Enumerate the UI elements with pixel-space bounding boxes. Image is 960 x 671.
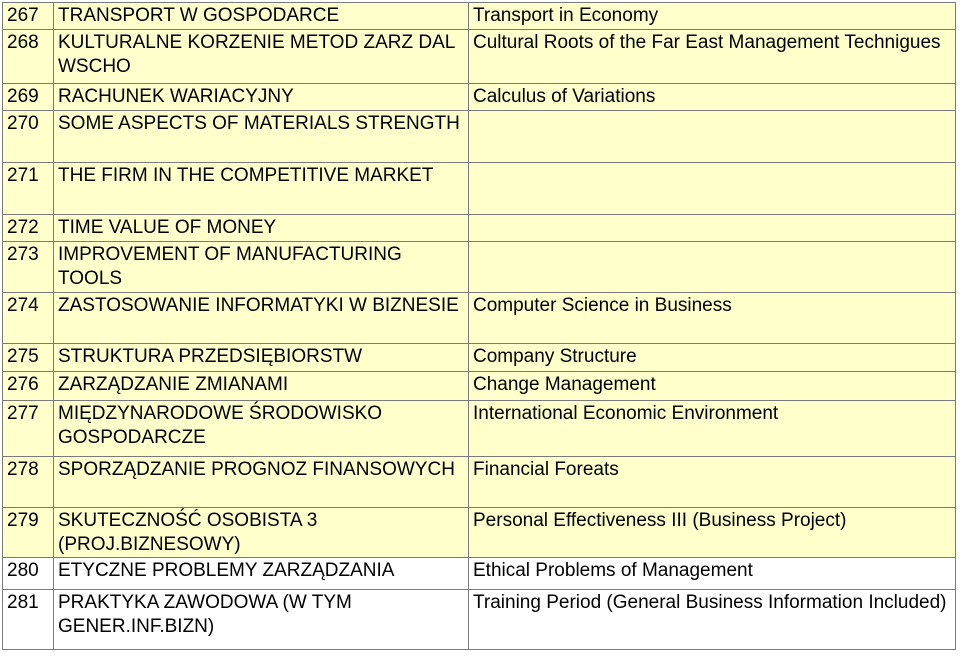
course-name-english: Financial Foreats bbox=[469, 457, 956, 508]
table-row bbox=[3, 372, 956, 401]
course-number: 267 bbox=[3, 3, 54, 30]
table-row bbox=[3, 215, 956, 242]
table-row bbox=[3, 293, 956, 344]
course-name-english bbox=[469, 111, 956, 163]
course-number: 269 bbox=[3, 84, 54, 111]
course-name-english bbox=[469, 163, 956, 215]
table-row bbox=[3, 111, 956, 163]
course-name-polish: ZARZĄDZANIE ZMIANAMI bbox=[54, 372, 469, 401]
course-name-english: Training Period (General Business Information Included) bbox=[469, 590, 956, 650]
course-number: 271 bbox=[3, 163, 54, 215]
table-row bbox=[3, 344, 956, 372]
course-name-polish: IMPROVEMENT OF MANUFACTURING TOOLS bbox=[54, 242, 469, 293]
course-name-english: Change Management bbox=[469, 372, 956, 401]
table-row bbox=[3, 508, 956, 558]
course-number: 279 bbox=[3, 508, 54, 558]
course-name-polish: MIĘDZYNARODOWE ŚRODOWISKO GOSPODARCZE bbox=[54, 401, 469, 457]
course-name-english: Company Structure bbox=[469, 344, 956, 372]
course-name-polish: ZASTOSOWANIE INFORMATYKI W BIZNESIE bbox=[54, 293, 469, 344]
course-name-polish: KULTURALNE KORZENIE METOD ZARZ DAL WSCHO bbox=[54, 30, 469, 84]
course-name-english: International Economic Environment bbox=[469, 401, 956, 457]
course-number: 277 bbox=[3, 401, 54, 457]
course-number: 275 bbox=[3, 344, 54, 372]
course-name-polish: SKUTECZNOŚĆ OSOBISTA 3 (PROJ.BIZNESOWY) bbox=[54, 508, 469, 558]
course-number: 272 bbox=[3, 215, 54, 242]
course-number: 276 bbox=[3, 372, 54, 401]
course-name-english: Ethical Problems of Management bbox=[469, 558, 956, 590]
course-name-polish: SPORZĄDZANIE PROGNOZ FINANSOWYCH bbox=[54, 457, 469, 508]
course-name-polish: PRAKTYKA ZAWODOWA (W TYM GENER.INF.BIZN) bbox=[54, 590, 469, 650]
table-row bbox=[3, 558, 956, 590]
course-number: 274 bbox=[3, 293, 54, 344]
course-table-body bbox=[3, 3, 956, 650]
course-number: 268 bbox=[3, 30, 54, 84]
course-number: 280 bbox=[3, 558, 54, 590]
course-name-polish: SOME ASPECTS OF MATERIALS STRENGTH bbox=[54, 111, 469, 163]
table-row bbox=[3, 401, 956, 457]
course-name-polish: STRUKTURA PRZEDSIĘBIORSTW bbox=[54, 344, 469, 372]
course-number: 270 bbox=[3, 111, 54, 163]
table-row bbox=[3, 457, 956, 508]
course-number: 278 bbox=[3, 457, 54, 508]
course-name-polish: TIME VALUE OF MONEY bbox=[54, 215, 469, 242]
course-number: 273 bbox=[3, 242, 54, 293]
course-name-english: Computer Science in Business bbox=[469, 293, 956, 344]
course-name-english bbox=[469, 242, 956, 293]
course-name-english: Transport in Economy bbox=[469, 3, 956, 30]
course-name-english: Calculus of Variations bbox=[469, 84, 956, 111]
table-row bbox=[3, 3, 956, 30]
table-row bbox=[3, 163, 956, 215]
course-name-english: Cultural Roots of the Far East Management Technigues bbox=[469, 30, 956, 84]
course-table bbox=[2, 2, 956, 650]
course-number: 281 bbox=[3, 590, 54, 650]
course-name-english: Personal Effectiveness III (Business Project) bbox=[469, 508, 956, 558]
table-row bbox=[3, 590, 956, 650]
table-row bbox=[3, 84, 956, 111]
course-name-polish: TRANSPORT W GOSPODARCE bbox=[54, 3, 469, 30]
table-row bbox=[3, 242, 956, 293]
course-name-polish: ETYCZNE PROBLEMY ZARZĄDZANIA bbox=[54, 558, 469, 590]
table-row bbox=[3, 30, 956, 84]
course-name-polish: THE FIRM IN THE COMPETITIVE MARKET bbox=[54, 163, 469, 215]
course-name-english bbox=[469, 215, 956, 242]
course-name-polish: RACHUNEK WARIACYJNY bbox=[54, 84, 469, 111]
